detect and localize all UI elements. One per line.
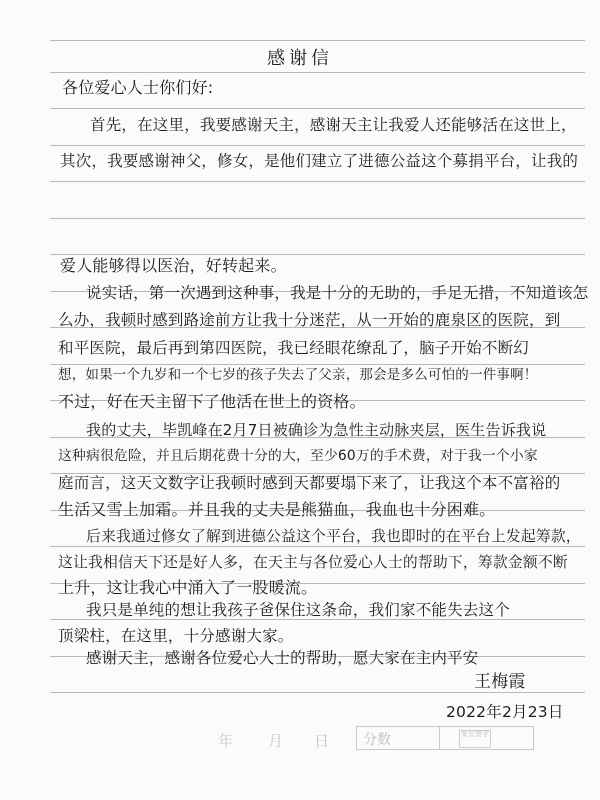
letter-line: 我的丈夫，毕凯峰在2月7日被确诊为急性主动脉夹层，医生告诉我说 — [86, 421, 547, 439]
ruled-line — [50, 72, 585, 73]
year-label: 年 — [218, 732, 234, 750]
ruled-line — [50, 181, 585, 182]
day-label: 日 — [314, 732, 330, 750]
letter-line: 上升，这让我心中涌入了一股暖流。 — [58, 578, 318, 597]
score-box — [356, 726, 534, 750]
letter-title: 感谢信 — [267, 48, 333, 69]
letter-line: 这让我相信天下还是好人多，在天主与各位爱心人士的帮助下，筹款金额不断 — [58, 554, 568, 571]
parent-sign-box: 家长签字 — [459, 730, 491, 748]
letter-line: 其次，我要感谢神父，修女，是他们建立了进德公益这个募捐平台，让我的 — [60, 152, 579, 170]
letter-line: 想，如果一个九岁和一个七岁的孩子失去了父亲，那会是多么可怕的一件事啊！ — [58, 367, 538, 383]
closing-line: 感谢天主，感谢各位爱心人士的帮助，愿大家在主内平安 — [86, 649, 479, 667]
score-label: 分数 — [363, 732, 391, 748]
letter-line: 么办，我顿时感到路途前方让我十分迷茫，从一开始的鹿泉区的医院，到 — [58, 311, 561, 329]
ruled-line — [50, 218, 585, 219]
ruled-line — [50, 692, 585, 693]
letter-line: 这种病很危险，并且后期花费十分的大，至少60万的手术费，对于我一个小家 — [58, 448, 538, 464]
letter-line: 顶梁柱，在这里，十分感谢大家。 — [58, 627, 294, 645]
letter-line: 我只是单纯的想让我孩子爸保住这条命，我们家不能失去这个 — [86, 601, 510, 619]
ruled-line — [50, 254, 585, 255]
ruled-line — [50, 40, 585, 41]
letter-line: 后来我通过修女了解到进德公益这个平台，我也即时的在平台上发起筹款， — [86, 528, 581, 545]
letter-line: 爱人能够得以医治，好转起来。 — [60, 256, 287, 275]
ruled-line — [50, 145, 585, 146]
month-label: 月 — [268, 732, 284, 750]
salutation-line: 各位爱心人士你们好: — [62, 78, 214, 97]
letter-line: 首先，在这里，我要感谢天主，感谢天主让我爱人还能够活在这世上， — [90, 116, 577, 134]
ruled-line — [50, 108, 585, 109]
letter-line: 和平医院，最后再到第四医院，我已经眼花缭乱了，脑子开始不断幻 — [58, 339, 530, 357]
letter-line: 庭而言，这天文数字让我顿时感到天都要塌下来了，让我这个本不富裕的 — [58, 474, 561, 492]
signature: 王梅霞 — [474, 672, 526, 692]
letter-line: 说实话，第一次遇到这种事，我是十分的无助的，手足无措，不知道该怎 — [86, 284, 589, 302]
letter-line: 不过，好在天主留下了他活在世上的资格。 — [58, 392, 366, 411]
letter-line: 生活又雪上加霜。并且我的丈夫是熊猫血，我血也十分困难。 — [58, 500, 496, 519]
letter-date: 2022年2月23日 — [446, 703, 564, 721]
score-divider — [439, 727, 440, 749]
